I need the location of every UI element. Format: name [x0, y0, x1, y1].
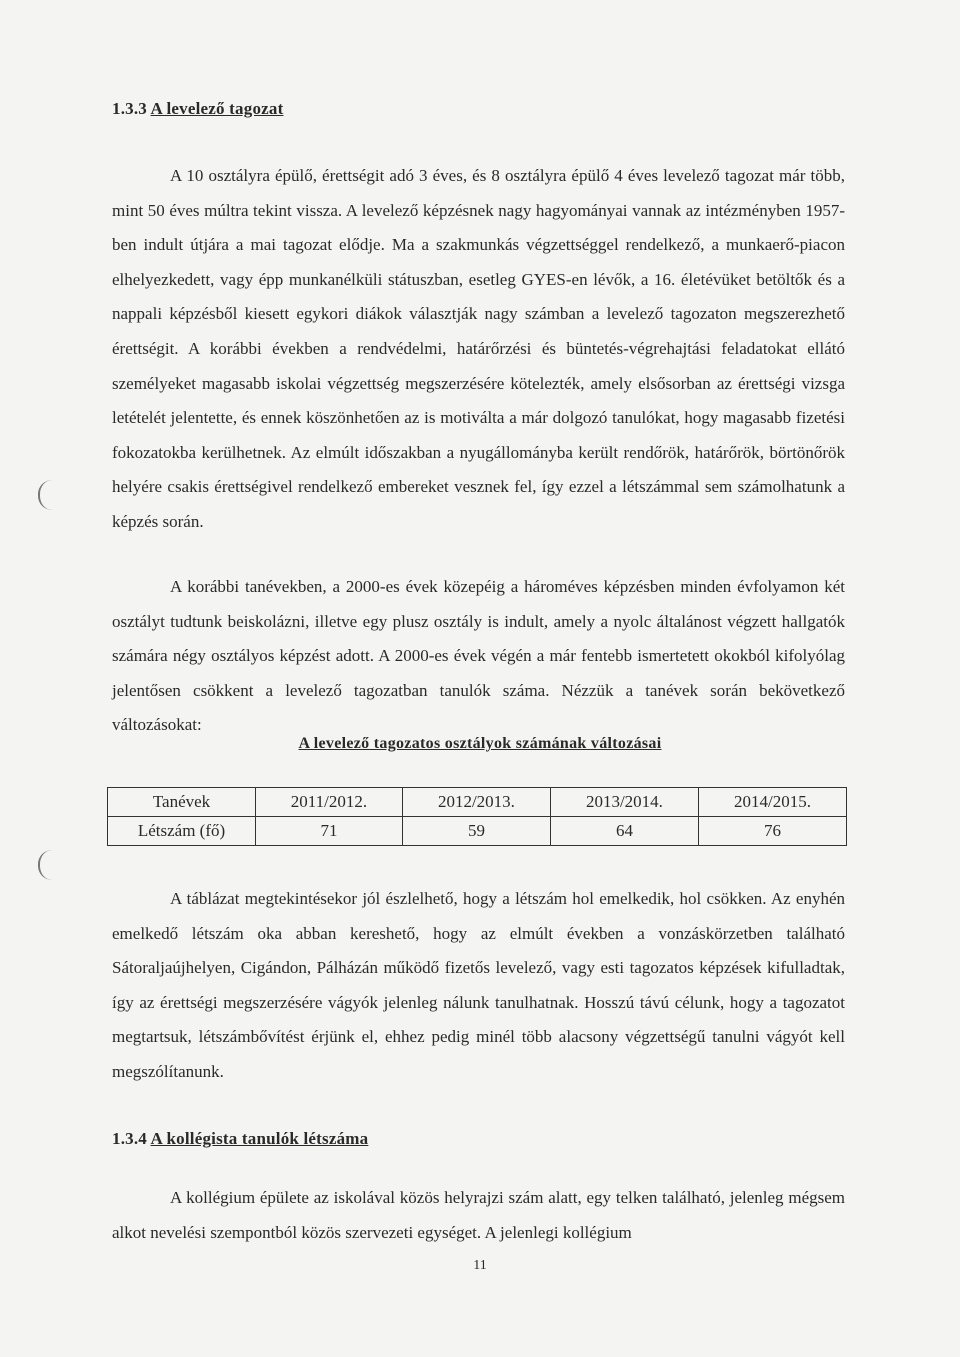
paragraph-text: A 10 osztályra épülő, érettségit adó 3 éves, és 8 osztályra épülő 4 éves levelező tagozat már több, mint 50 éves múltra tekint vissza. A levelező képzésnek nagy hagyományai vannak az intézményben 1957-ben indult útjára a mai tagozat elődje. Ma a szakmunkás végzettséggel rendelkező, a munkaerő-piacon elhelyezkedett, vagy épp munkanélküli státuszban, esetleg GYES-en lévők, a 16. életévüket betöltők és a nappali képzésből kiesett egykori diákok választják nagy számban a levelező tagozaton megszerezhető érettségit. A korábbi években a rendvédelmi, határőrzési és büntetés-végrehajtási feladatokat ellátó személyeket magasabb iskolai végzettség megszerzésére kötelezték, amely elsősorban az érettségi vizsga letételét jelentette, és ennek köszönhetően az is motiválta a már dolgozó tanulókat, hogy magasabb fizetési fokozatokba kerülhetnek. Az elmúlt időszakban a nyugállományba került rendőrök, határőrök, börtönőrök helyére csakis érettségivel rendelkező embereket vesznek fel, így ezzel a létszámmal sem számolhatunk a képzés során. — [112, 166, 845, 531]
year-cell: 2014/2015. — [698, 788, 846, 817]
table-caption: A levelező tagozatos osztályok számának változásai — [298, 735, 662, 752]
table-row — [108, 817, 847, 846]
table-row — [108, 788, 847, 817]
count-cell: 64 — [550, 817, 698, 846]
count-cell: 71 — [256, 817, 403, 846]
paragraph-text: A táblázat megtekintésekor jól észlelhető, hogy a létszám hol emelkedik, hol csökken. Az enyhén emelkedő létszám oka abban kereshető, hogy az elmúlt években a vonzáskörzetben található Sátoraljaújhelyen, Cigándon, Pálházán működő fizetős levelező, vagy esti tagozatos képzések kifulladtak, így az érettségi megszerzésére vágyók jelenleg nálunk tanulhatnak. Hosszú távú célunk, hogy a tagozatot megtartsuk, létszámbővítést érjünk el, ehhez pedig minél több alacsony végzettségű tanulni vágyót kell megszólítanunk. — [112, 889, 845, 1081]
page-number: 11 — [473, 1258, 487, 1273]
table-header-cell: Létszám (fő) — [108, 817, 256, 846]
count-cell: 76 — [698, 817, 846, 846]
section-number: 1.3.3 — [112, 99, 147, 118]
year-cell: 2012/2013. — [402, 788, 550, 817]
table-header-cell: Tanévek — [108, 788, 256, 817]
year-cell: 2013/2014. — [550, 788, 698, 817]
section-heading-levelezo — [112, 99, 283, 119]
binding-hole-mark — [38, 480, 58, 510]
section-title: A kollégista tanulók létszáma — [150, 1129, 369, 1148]
section-title: A levelező tagozat — [150, 99, 284, 118]
paragraph-levelezo-intro — [112, 159, 845, 540]
year-cell: 2011/2012. — [256, 788, 403, 817]
paragraph-levelezo-history — [112, 570, 845, 743]
paragraph-text: A kollégium épülete az iskolával közös helyrajzi szám alatt, egy telken található, jelenleg mégsem alkot nevelési szempontból közös szervezeti egységet. A jelenlegi kollégium — [112, 1188, 845, 1242]
paragraph-text: A korábbi tanévekben, a 2000-es évek közepéig a hároméves képzésben minden évfolyamon két osztályt tudtunk beiskolázni, illetve egy plusz osztály is indult, amely a nyolc általánost végzett hallgatók számára négy osztályos képzést adott. A 2000-es évek végén a már fentebb ismertetett okokból kifolyólag jelentősen csökkent a levelező tagozatban tanulók száma. Nézzük a tanévek során bekövetkező változásokat: — [112, 577, 845, 735]
section-number: 1.3.4 — [112, 1129, 147, 1148]
paragraph-levelezo-analysis — [112, 882, 845, 1090]
binding-hole-mark — [38, 850, 58, 880]
section-heading-kollegium — [112, 1129, 368, 1149]
count-cell: 59 — [402, 817, 550, 846]
enrollment-table — [107, 787, 847, 846]
paragraph-kollegium-intro — [112, 1181, 845, 1250]
